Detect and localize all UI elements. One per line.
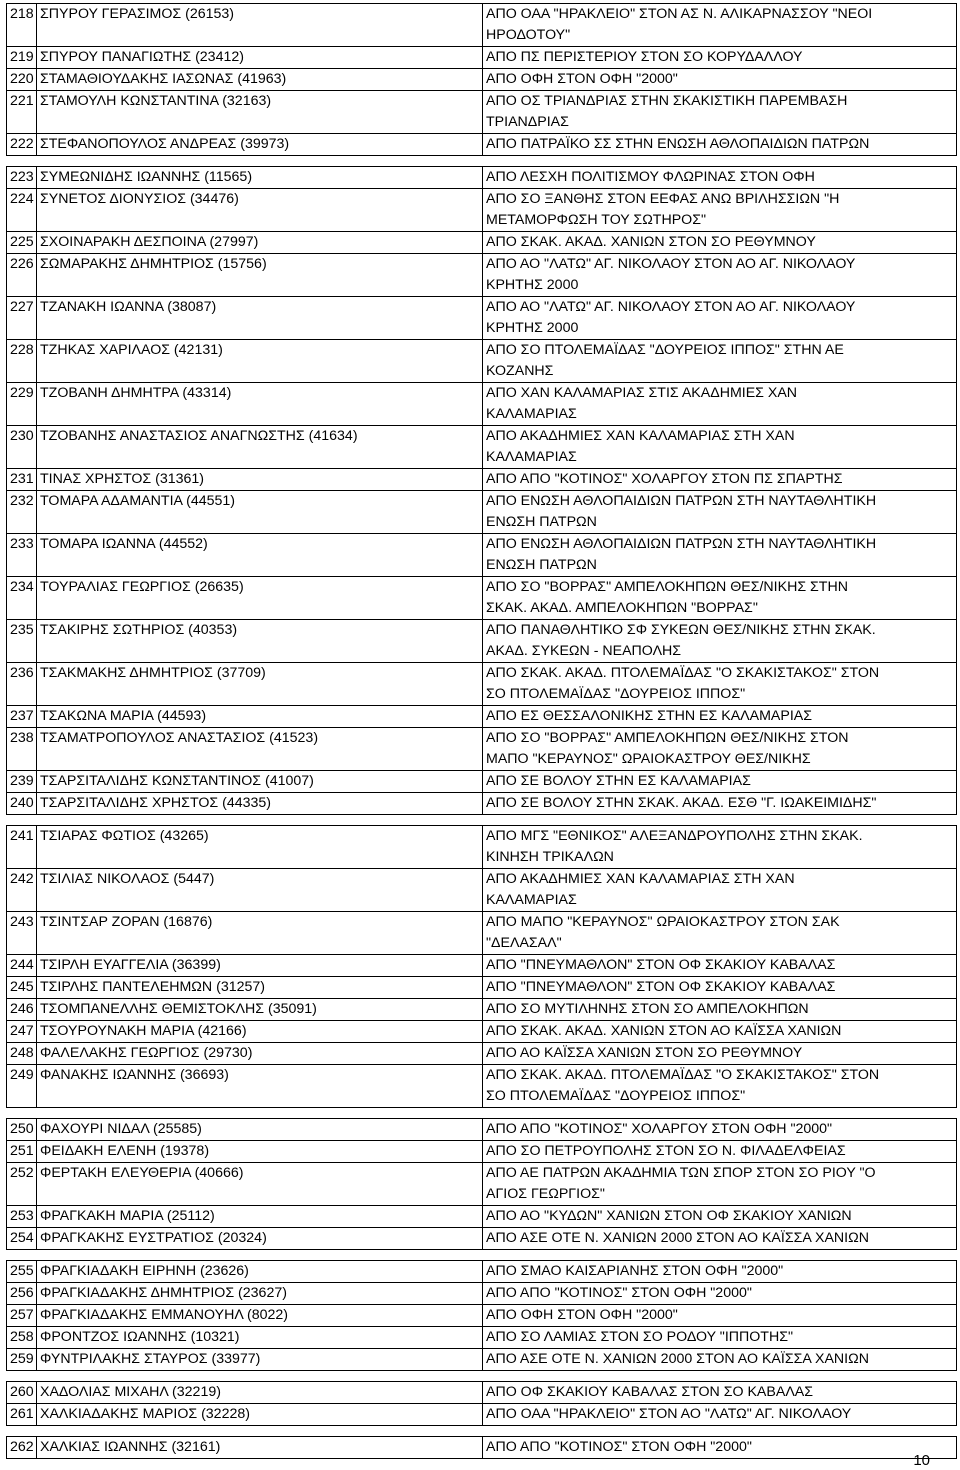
- table-row: [7, 1163, 957, 1206]
- row-number: 245: [7, 977, 37, 999]
- athlete-name: ΦΑΧΟΥΡΙ ΝΙΔΑΛ (25585): [37, 1119, 483, 1141]
- table-row: [7, 1349, 957, 1371]
- row-number: 219: [7, 47, 37, 69]
- athlete-name: ΤΣΑΚΙΡΗΣ ΣΩΤΗΡΙΟΣ (40353): [37, 620, 483, 663]
- transfer-text: ΑΠΟ ΟΣ ΤΡΙΑΝΔΡΙΑΣ ΣΤΗΝ ΣΚΑΚΙΣΤΙΚΗ ΠΑΡΕΜΒΑΣΗ ΤΡΙΑΝΔΡΙΑΣ: [483, 91, 957, 134]
- spacer-cell: [7, 156, 957, 167]
- table-row: [7, 4, 957, 47]
- row-spacer: [7, 1426, 957, 1437]
- transfer-text: ΑΠΟ ΑΣΕ ΟΤΕ Ν. ΧΑΝΙΩΝ 2000 ΣΤΟΝ ΑΟ ΚΑΪΣΣΑ ΧΑΝΙΩΝ: [483, 1349, 957, 1371]
- transfer-text: ΑΠΟ ΧΑΝ ΚΑΛΑΜΑΡΙΑΣ ΣΤΙΣ ΑΚΑΔΗΜΙΕΣ ΧΑΝ ΚΑΛΑΜΑΡΙΑΣ: [483, 383, 957, 426]
- transfer-text: ΑΠΟ ΟΦ ΣΚΑΚΙΟΥ ΚΑΒΑΛΑΣ ΣΤΟΝ ΣΟ ΚΑΒΑΛΑΣ: [483, 1382, 957, 1404]
- athlete-name: ΧΑΛΚΙΑΔΑΚΗΣ ΜΑΡΙΟΣ (32228): [37, 1404, 483, 1426]
- transfer-text: ΑΠΟ "ΠΝΕΥΜΑΘΛΟΝ" ΣΤΟΝ ΟΦ ΣΚΑΚΙΟΥ ΚΑΒΑΛΑΣ: [483, 977, 957, 999]
- athlete-name: ΦΡΟΝΤΖΟΣ ΙΩΑΝΝΗΣ (10321): [37, 1327, 483, 1349]
- table-row: [7, 663, 957, 706]
- table-row: [7, 232, 957, 254]
- athlete-name: ΤΟΜΑΡΑ ΙΩΑΝΝΑ (44552): [37, 534, 483, 577]
- spacer-cell: [7, 1371, 957, 1382]
- table-row: [7, 1043, 957, 1065]
- row-number: 223: [7, 167, 37, 189]
- transfer-text: ΑΠΟ ΣΚΑΚ. ΑΚΑΔ. ΧΑΝΙΩΝ ΣΤΟΝ ΣΟ ΡΕΘΥΜΝΟΥ: [483, 232, 957, 254]
- row-number: 235: [7, 620, 37, 663]
- table-row: [7, 91, 957, 134]
- athlete-name: ΧΑΔΟΛΙΑΣ ΜΙΧΑΗΛ (32219): [37, 1382, 483, 1404]
- athlete-name: ΤΣΑΡΣΙΤΑΛΙΔΗΣ ΧΡΗΣΤΟΣ (44335): [37, 793, 483, 815]
- table-row: [7, 728, 957, 771]
- row-number: 222: [7, 134, 37, 156]
- athlete-name: ΤΣΟΥΡΟΥΝΑΚΗ ΜΑΡΙΑ (42166): [37, 1021, 483, 1043]
- row-number: 231: [7, 469, 37, 491]
- spacer-cell: [7, 815, 957, 826]
- row-number: 247: [7, 1021, 37, 1043]
- transfer-text: ΑΠΟ ΕΝΩΣΗ ΑΘΛΟΠΑΙΔΙΩΝ ΠΑΤΡΩΝ ΣΤΗ ΝΑΥΤΑΘΛΗΤΙΚΗ ΕΝΩΣΗ ΠΑΤΡΩΝ: [483, 491, 957, 534]
- athlete-name: ΤΣΙΛΙΑΣ ΝΙΚΟΛΑΟΣ (5447): [37, 869, 483, 912]
- row-spacer: [7, 1371, 957, 1382]
- transfer-text: ΑΠΟ ΣΟ ΠΤΟΛΕΜΑΪΔΑΣ "ΔΟΥΡΕΙΟΣ ΙΠΠΟΣ" ΣΤΗΝ ΑΕ ΚΟΖΑΝΗΣ: [483, 340, 957, 383]
- transfer-text: ΑΠΟ ΑΣΕ ΟΤΕ Ν. ΧΑΝΙΩΝ 2000 ΣΤΟΝ ΑΟ ΚΑΪΣΣΑ ΧΑΝΙΩΝ: [483, 1228, 957, 1250]
- table-row: [7, 1327, 957, 1349]
- table-row: [7, 912, 957, 955]
- table-row: [7, 1305, 957, 1327]
- athlete-name: ΤΣΙΡΛΗΣ ΠΑΝΤΕΛΕΗΜΩΝ (31257): [37, 977, 483, 999]
- athlete-name: ΤΣΟΜΠΑΝΕΛΛΗΣ ΘΕΜΙΣΤΟΚΛΗΣ (35091): [37, 999, 483, 1021]
- row-number: 254: [7, 1228, 37, 1250]
- athlete-name: ΦΡΑΓΚΙΑΔΑΚΗ ΕΙΡΗΝΗ (23626): [37, 1261, 483, 1283]
- athlete-name: ΣΥΜΕΩΝΙΔΗΣ ΙΩΑΝΝΗΣ (11565): [37, 167, 483, 189]
- table-row: [7, 254, 957, 297]
- transfer-text: ΑΠΟ ΑΟ ΚΑΪΣΣΑ ΧΑΝΙΩΝ ΣΤΟΝ ΣΟ ΡΕΘΥΜΝΟΥ: [483, 1043, 957, 1065]
- table-row: [7, 469, 957, 491]
- athlete-name: ΤΣΑΚΩΝΑ ΜΑΡΙΑ (44593): [37, 706, 483, 728]
- row-number: 226: [7, 254, 37, 297]
- transfer-text: ΑΠΟ ΑΟ "ΛΑΤΩ" ΑΓ. ΝΙΚΟΛΑΟΥ ΣΤΟΝ ΑΟ ΑΓ. ΝΙΚΟΛΑΟΥ ΚΡΗΤΗΣ 2000: [483, 297, 957, 340]
- table-row: [7, 426, 957, 469]
- row-number: 232: [7, 491, 37, 534]
- row-number: 242: [7, 869, 37, 912]
- table-row: [7, 620, 957, 663]
- athlete-name: ΦΕΡΤΑΚΗ ΕΛΕΥΘΕΡΙΑ (40666): [37, 1163, 483, 1206]
- row-spacer: [7, 1108, 957, 1119]
- transfer-text: ΑΠΟ ΣΟ ΞΑΝΘΗΣ ΣΤΟΝ ΕΕΦΑΣ ΑΝΩ ΒΡΙΛΗΣΣΙΩΝ "Η ΜΕΤΑΜΟΡΦΩΣΗ ΤΟΥ ΣΩΤΗΡΟΣ": [483, 189, 957, 232]
- row-number: 225: [7, 232, 37, 254]
- athlete-name: ΤΖΗΚΑΣ ΧΑΡΙΛΑΟΣ (42131): [37, 340, 483, 383]
- athlete-name: ΤΣΑΚΜΑΚΗΣ ΔΗΜΗΤΡΙΟΣ (37709): [37, 663, 483, 706]
- row-number: 233: [7, 534, 37, 577]
- table-row: [7, 793, 957, 815]
- athlete-name: ΣΤΑΜΟΥΛΗ ΚΩΝΣΤΑΝΤΙΝΑ (32163): [37, 91, 483, 134]
- transfer-text: ΑΠΟ ΣΚΑΚ. ΑΚΑΔ. ΧΑΝΙΩΝ ΣΤΟΝ ΑΟ ΚΑΪΣΣΑ ΧΑΝΙΩΝ: [483, 1021, 957, 1043]
- transfer-text: ΑΠΟ ΕΝΩΣΗ ΑΘΛΟΠΑΙΔΙΩΝ ΠΑΤΡΩΝ ΣΤΗ ΝΑΥΤΑΘΛΗΤΙΚΗ ΕΝΩΣΗ ΠΑΤΡΩΝ: [483, 534, 957, 577]
- page-number: 10: [913, 1452, 930, 1469]
- table-row: [7, 69, 957, 91]
- transfer-text: ΑΠΟ ΣΟ "ΒΟΡΡΑΣ" ΑΜΠΕΛΟΚΗΠΩΝ ΘΕΣ/ΝΙΚΗΣ ΣΤΗΝ ΣΚΑΚ. ΑΚΑΔ. ΑΜΠΕΛΟΚΗΠΩΝ "ΒΟΡΡΑΣ": [483, 577, 957, 620]
- table-row: [7, 297, 957, 340]
- row-number: 239: [7, 771, 37, 793]
- row-number: 227: [7, 297, 37, 340]
- row-number: 228: [7, 340, 37, 383]
- row-number: 237: [7, 706, 37, 728]
- table-row: [7, 999, 957, 1021]
- transfer-text: ΑΠΟ ΣΟ ΜΥΤΙΛΗΝΗΣ ΣΤΟΝ ΣΟ ΑΜΠΕΛΟΚΗΠΩΝ: [483, 999, 957, 1021]
- transfer-text: ΑΠΟ ΑΠΟ "ΚΟΤΙΝΟΣ" ΧΟΛΑΡΓΟΥ ΣΤΟΝ ΠΣ ΣΠΑΡΤΗΣ: [483, 469, 957, 491]
- spacer-cell: [7, 1108, 957, 1119]
- table-row: [7, 977, 957, 999]
- row-spacer: [7, 1250, 957, 1261]
- athlete-name: ΦΕΙΔΑΚΗ ΕΛΕΝΗ (19378): [37, 1141, 483, 1163]
- table-row: [7, 1437, 957, 1459]
- table-row: [7, 1119, 957, 1141]
- row-number: 255: [7, 1261, 37, 1283]
- transfer-text: ΑΠΟ ΑΠΟ "ΚΟΤΙΝΟΣ" ΣΤΟΝ ΟΦΗ "2000": [483, 1283, 957, 1305]
- table-row: [7, 869, 957, 912]
- athlete-name: ΤΟΥΡΑΛΙΑΣ ΓΕΩΡΓΙΟΣ (26635): [37, 577, 483, 620]
- spacer-cell: [7, 1250, 957, 1261]
- athlete-name: ΤΣΙΡΛΗ ΕΥΑΓΓΕΛΙΑ (36399): [37, 955, 483, 977]
- transfer-text: ΑΠΟ ΑΠΟ "ΚΟΤΙΝΟΣ" ΣΤΟΝ ΟΦΗ "2000": [483, 1437, 957, 1459]
- transfers-table: [6, 3, 957, 1459]
- row-number: 244: [7, 955, 37, 977]
- table-row: [7, 1404, 957, 1426]
- transfer-text: ΑΠΟ ΠΣ ΠΕΡΙΣΤΕΡΙΟΥ ΣΤΟΝ ΣΟ ΚΟΡΥΔΑΛΛΟΥ: [483, 47, 957, 69]
- table-row: [7, 340, 957, 383]
- athlete-name: ΣΧΟΙΝΑΡΑΚΗ ΔΕΣΠΟΙΝΑ (27997): [37, 232, 483, 254]
- row-number: 262: [7, 1437, 37, 1459]
- row-number: 238: [7, 728, 37, 771]
- row-number: 246: [7, 999, 37, 1021]
- row-number: 236: [7, 663, 37, 706]
- transfer-text: ΑΠΟ "ΠΝΕΥΜΑΘΛΟΝ" ΣΤΟΝ ΟΦ ΣΚΑΚΙΟΥ ΚΑΒΑΛΑΣ: [483, 955, 957, 977]
- transfer-text: ΑΠΟ ΟΦΗ ΣΤΟΝ ΟΦΗ "2000": [483, 69, 957, 91]
- transfer-text: ΑΠΟ ΛΕΣΧΗ ΠΟΛΙΤΙΣΜΟΥ ΦΛΩΡΙΝΑΣ ΣΤΟΝ ΟΦΗ: [483, 167, 957, 189]
- row-number: 253: [7, 1206, 37, 1228]
- transfer-text: ΑΠΟ ΠΑΤΡΑΪΚΟ ΣΣ ΣΤΗΝ ΕΝΩΣΗ ΑΘΛΟΠΑΙΔΙΩΝ ΠΑΤΡΩΝ: [483, 134, 957, 156]
- athlete-name: ΧΑΛΚΙΑΣ ΙΩΑΝΝΗΣ (32161): [37, 1437, 483, 1459]
- athlete-name: ΤΣΑΡΣΙΤΑΛΙΔΗΣ ΚΩΝΣΤΑΝΤΙΝΟΣ (41007): [37, 771, 483, 793]
- row-number: 230: [7, 426, 37, 469]
- transfer-text: ΑΠΟ ΠΑΝΑΘΛΗΤΙΚΟ ΣΦ ΣΥΚΕΩΝ ΘΕΣ/ΝΙΚΗΣ ΣΤΗΝ ΣΚΑΚ. ΑΚΑΔ. ΣΥΚΕΩΝ - ΝΕΑΠΟΛΗΣ: [483, 620, 957, 663]
- athlete-name: ΤΣΙΝΤΣΑΡ ΖΟΡΑΝ (16876): [37, 912, 483, 955]
- athlete-name: ΤΖΟΒΑΝΗΣ ΑΝΑΣΤΑΣΙΟΣ ΑΝΑΓΝΩΣΤΗΣ (41634): [37, 426, 483, 469]
- spacer-cell: [7, 1426, 957, 1437]
- table-row: [7, 1021, 957, 1043]
- transfer-text: ΑΠΟ ΟΑΑ "ΗΡΑΚΛΕΙΟ" ΣΤΟΝ ΑΟ "ΛΑΤΩ" ΑΓ. ΝΙΚΟΛΑΟΥ: [483, 1404, 957, 1426]
- row-spacer: [7, 815, 957, 826]
- row-number: 251: [7, 1141, 37, 1163]
- table-row: [7, 491, 957, 534]
- table-row: [7, 826, 957, 869]
- athlete-name: ΦΡΑΓΚΑΚΗΣ ΕΥΣΤΡΑΤΙΟΣ (20324): [37, 1228, 483, 1250]
- transfer-text: ΑΠΟ ΑΚΑΔΗΜΙΕΣ ΧΑΝ ΚΑΛΑΜΑΡΙΑΣ ΣΤΗ ΧΑΝ ΚΑΛΑΜΑΡΙΑΣ: [483, 869, 957, 912]
- row-number: 250: [7, 1119, 37, 1141]
- athlete-name: ΣΩΜΑΡΑΚΗΣ ΔΗΜΗΤΡΙΟΣ (15756): [37, 254, 483, 297]
- table-row: [7, 1382, 957, 1404]
- athlete-name: ΤΙΝΑΣ ΧΡΗΣΤΟΣ (31361): [37, 469, 483, 491]
- athlete-name: ΣΤΕΦΑΝΟΠΟΥΛΟΣ ΑΝΔΡΕΑΣ (39973): [37, 134, 483, 156]
- athlete-name: ΣΠΥΡΟΥ ΓΕΡΑΣΙΜΟΣ (26153): [37, 4, 483, 47]
- transfer-text: ΑΠΟ ΟΦΗ ΣΤΟΝ ΟΦΗ "2000": [483, 1305, 957, 1327]
- athlete-name: ΤΖΑΝΑΚΗ ΙΩΑΝΝΑ (38087): [37, 297, 483, 340]
- athlete-name: ΤΟΜΑΡΑ ΑΔΑΜΑΝΤΙΑ (44551): [37, 491, 483, 534]
- transfer-text: ΑΠΟ ΑΟ "ΛΑΤΩ" ΑΓ. ΝΙΚΟΛΑΟΥ ΣΤΟΝ ΑΟ ΑΓ. ΝΙΚΟΛΑΟΥ ΚΡΗΤΗΣ 2000: [483, 254, 957, 297]
- table-row: [7, 771, 957, 793]
- row-number: 218: [7, 4, 37, 47]
- athlete-name: ΦΑΝΑΚΗΣ ΙΩΑΝΝΗΣ (36693): [37, 1065, 483, 1108]
- table-row: [7, 167, 957, 189]
- athlete-name: ΦΡΑΓΚΙΑΔΑΚΗΣ ΔΗΜΗΤΡΙΟΣ (23627): [37, 1283, 483, 1305]
- row-number: 248: [7, 1043, 37, 1065]
- row-number: 252: [7, 1163, 37, 1206]
- row-number: 234: [7, 577, 37, 620]
- transfer-text: ΑΠΟ ΣΕ ΒΟΛΟΥ ΣΤΗΝ ΕΣ ΚΑΛΑΜΑΡΙΑΣ: [483, 771, 957, 793]
- row-number: 259: [7, 1349, 37, 1371]
- row-number: 261: [7, 1404, 37, 1426]
- athlete-name: ΦΑΛΕΛΑΚΗΣ ΓΕΩΡΓΙΟΣ (29730): [37, 1043, 483, 1065]
- transfer-text: ΑΠΟ ΣΟ ΛΑΜΙΑΣ ΣΤΟΝ ΣΟ ΡΟΔΟΥ "ΙΠΠΟΤΗΣ": [483, 1327, 957, 1349]
- transfer-text: ΑΠΟ ΣΚΑΚ. ΑΚΑΔ. ΠΤΟΛΕΜΑΪΔΑΣ "Ο ΣΚΑΚΙΣΤΑΚΟΣ" ΣΤΟΝ ΣΟ ΠΤΟΛΕΜΑΪΔΑΣ "ΔΟΥΡΕΙΟΣ ΙΠΠΟΣ": [483, 663, 957, 706]
- transfer-text: ΑΠΟ ΜΓΣ "ΕΘΝΙΚΟΣ" ΑΛΕΞΑΝΔΡΟΥΠΟΛΗΣ ΣΤΗΝ ΣΚΑΚ. ΚΙΝΗΣΗ ΤΡΙΚΑΛΩΝ: [483, 826, 957, 869]
- row-number: 241: [7, 826, 37, 869]
- row-number: 249: [7, 1065, 37, 1108]
- transfer-text: ΑΠΟ ΑΕ ΠΑΤΡΩΝ ΑΚΑΔΗΜΙΑ ΤΩΝ ΣΠΟΡ ΣΤΟΝ ΣΟ ΡΙΟΥ "Ο ΑΓΙΟΣ ΓΕΩΡΓΙΟΣ": [483, 1163, 957, 1206]
- table-row: [7, 1141, 957, 1163]
- athlete-name: ΣΤΑΜΑΘΙΟΥΔΑΚΗΣ ΙΑΣΩΝΑΣ (41963): [37, 69, 483, 91]
- athlete-name: ΦΡΑΓΚΑΚΗ ΜΑΡΙΑ (25112): [37, 1206, 483, 1228]
- transfer-text: ΑΠΟ ΣΟ ΠΕΤΡΟΥΠΟΛΗΣ ΣΤΟΝ ΣΟ Ν. ΦΙΛΑΔΕΛΦΕΙΑΣ: [483, 1141, 957, 1163]
- table-row: [7, 189, 957, 232]
- table-row: [7, 1228, 957, 1250]
- transfer-text: ΑΠΟ ΕΣ ΘΕΣΣΑΛΟΝΙΚΗΣ ΣΤΗΝ ΕΣ ΚΑΛΑΜΑΡΙΑΣ: [483, 706, 957, 728]
- table-row: [7, 1283, 957, 1305]
- table-row: [7, 534, 957, 577]
- transfer-text: ΑΠΟ ΣΚΑΚ. ΑΚΑΔ. ΠΤΟΛΕΜΑΪΔΑΣ "Ο ΣΚΑΚΙΣΤΑΚΟΣ" ΣΤΟΝ ΣΟ ΠΤΟΛΕΜΑΪΔΑΣ "ΔΟΥΡΕΙΟΣ ΙΠΠΟΣ": [483, 1065, 957, 1108]
- transfer-text: ΑΠΟ ΣΜΑΟ ΚΑΙΣΑΡΙΑΝΗΣ ΣΤΟΝ ΟΦΗ "2000": [483, 1261, 957, 1283]
- table-row: [7, 577, 957, 620]
- table-row: [7, 1261, 957, 1283]
- row-number: 240: [7, 793, 37, 815]
- table-row: [7, 955, 957, 977]
- athlete-name: ΣΠΥΡΟΥ ΠΑΝΑΓΙΩΤΗΣ (23412): [37, 47, 483, 69]
- table-row: [7, 47, 957, 69]
- athlete-name: ΣΥΝΕΤΟΣ ΔΙΟΝΥΣΙΟΣ (34476): [37, 189, 483, 232]
- transfer-text: ΑΠΟ ΑΚΑΔΗΜΙΕΣ ΧΑΝ ΚΑΛΑΜΑΡΙΑΣ ΣΤΗ ΧΑΝ ΚΑΛΑΜΑΡΙΑΣ: [483, 426, 957, 469]
- row-number: 260: [7, 1382, 37, 1404]
- transfer-text: ΑΠΟ ΣΟ "ΒΟΡΡΑΣ" ΑΜΠΕΛΟΚΗΠΩΝ ΘΕΣ/ΝΙΚΗΣ ΣΤΟΝ ΜΑΠΟ "ΚΕΡΑΥΝΟΣ" ΩΡΑΙΟΚΑΣΤΡΟΥ ΘΕΣ/ΝΙΚΗΣ: [483, 728, 957, 771]
- athlete-name: ΦΡΑΓΚΙΑΔΑΚΗΣ ΕΜΜΑΝΟΥΗΛ (8022): [37, 1305, 483, 1327]
- row-number: 243: [7, 912, 37, 955]
- athlete-name: ΤΣΙΑΡΑΣ ΦΩΤΙΟΣ (43265): [37, 826, 483, 869]
- table-row: [7, 383, 957, 426]
- row-number: 258: [7, 1327, 37, 1349]
- row-spacer: [7, 156, 957, 167]
- row-number: 256: [7, 1283, 37, 1305]
- table-row: [7, 706, 957, 728]
- transfer-text: ΑΠΟ ΣΕ ΒΟΛΟΥ ΣΤΗΝ ΣΚΑΚ. ΑΚΑΔ. ΕΣΘ "Γ. ΙΩΑΚΕΙΜΙΔΗΣ": [483, 793, 957, 815]
- transfer-text: ΑΠΟ ΜΑΠΟ "ΚΕΡΑΥΝΟΣ" ΩΡΑΙΟΚΑΣΤΡΟΥ ΣΤΟΝ ΣΑΚ "ΔΕΛΑΣΑΛ": [483, 912, 957, 955]
- athlete-name: ΦΥΝΤΡΙΛΑΚΗΣ ΣΤΑΥΡΟΣ (33977): [37, 1349, 483, 1371]
- row-number: 224: [7, 189, 37, 232]
- row-number: 257: [7, 1305, 37, 1327]
- row-number: 229: [7, 383, 37, 426]
- row-number: 220: [7, 69, 37, 91]
- transfer-text: ΑΠΟ ΑΠΟ "ΚΟΤΙΝΟΣ" ΧΟΛΑΡΓΟΥ ΣΤΟΝ ΟΦΗ "2000": [483, 1119, 957, 1141]
- table-row: [7, 1206, 957, 1228]
- transfer-text: ΑΠΟ ΑΟ "ΚΥΔΩΝ" ΧΑΝΙΩΝ ΣΤΟΝ ΟΦ ΣΚΑΚΙΟΥ ΧΑΝΙΩΝ: [483, 1206, 957, 1228]
- table-row: [7, 134, 957, 156]
- table-row: [7, 1065, 957, 1108]
- athlete-name: ΤΣΑΜΑΤΡΟΠΟΥΛΟΣ ΑΝΑΣΤΑΣΙΟΣ (41523): [37, 728, 483, 771]
- row-number: 221: [7, 91, 37, 134]
- transfer-text: ΑΠΟ ΟΑΑ "ΗΡΑΚΛΕΙΟ" ΣΤΟΝ ΑΣ Ν. ΑΛΙΚΑΡΝΑΣΣΟΥ "ΝΕΟΙ ΗΡΟΔΟΤΟΥ": [483, 4, 957, 47]
- athlete-name: ΤΖΟΒΑΝΗ ΔΗΜΗΤΡΑ (43314): [37, 383, 483, 426]
